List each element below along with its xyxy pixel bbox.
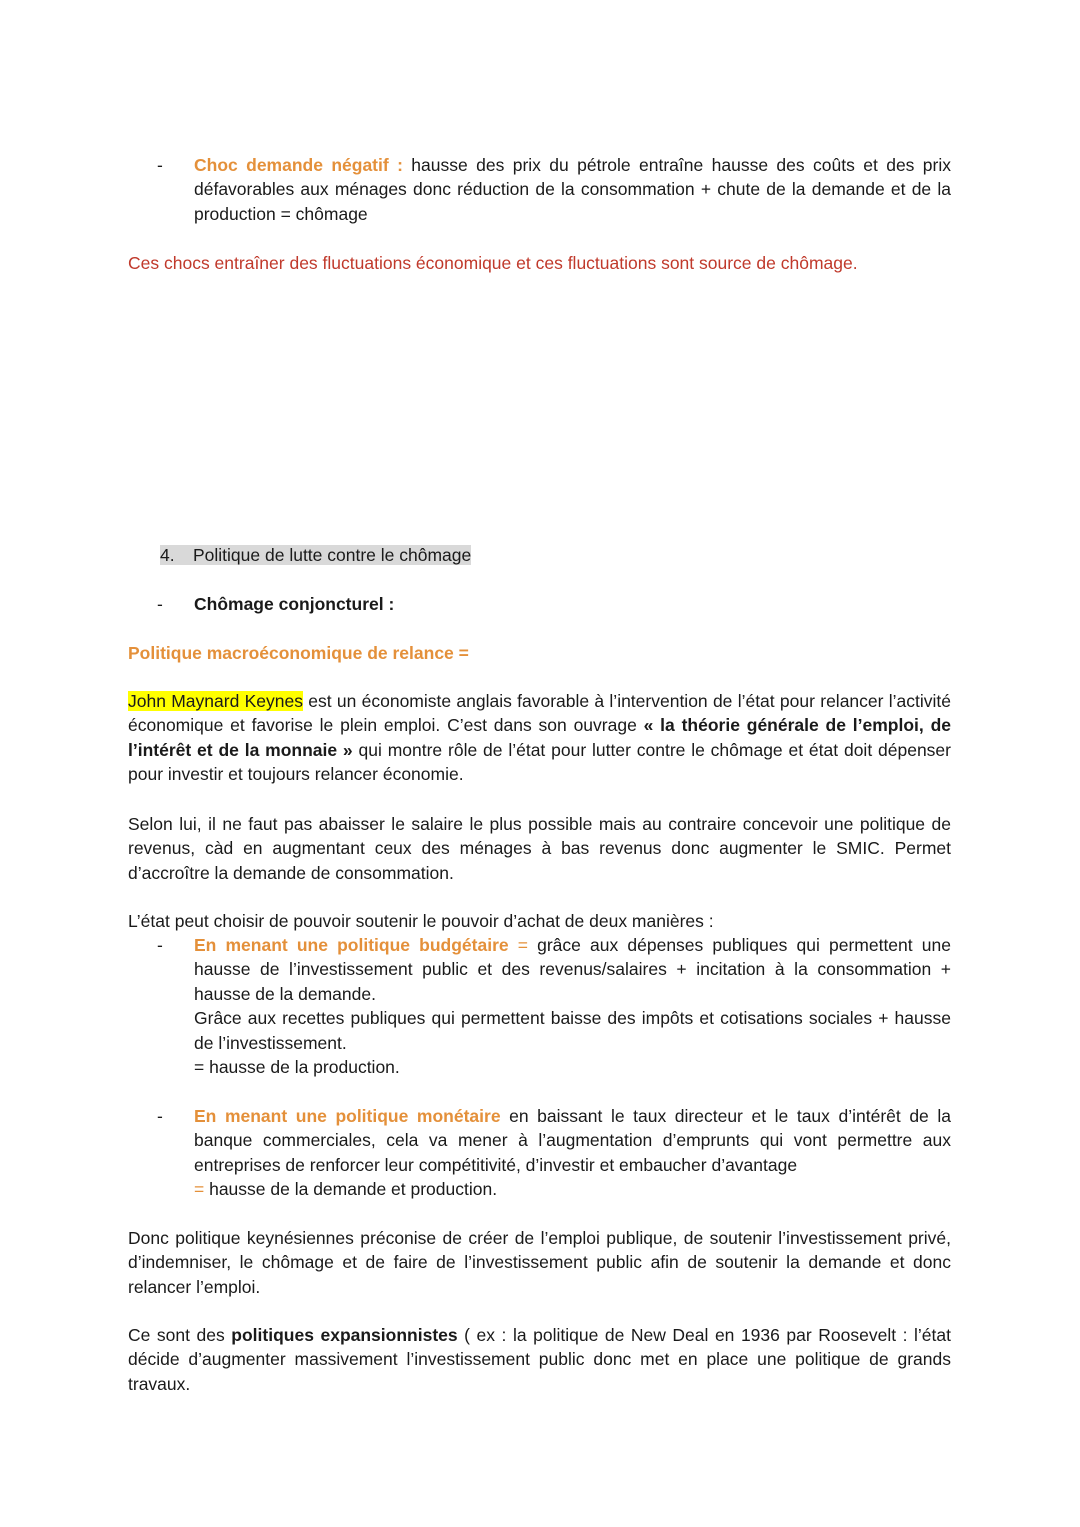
bullet-dash: -	[157, 155, 163, 175]
budgetaire-bullet	[128, 933, 951, 1079]
keynes-name: John Maynard Keynes	[128, 691, 303, 711]
expansion-post: ( ex : la politique de New Deal en 1936 par Roosevelt : l’état décide d’augmenter massivement l’investissement public donc met en place une politique de grands travaux.	[128, 1325, 951, 1394]
section-title: Politique de lutte contre le chômage	[193, 545, 472, 565]
section-heading	[160, 543, 471, 567]
relance-title: Politique macroéconomique de relance =	[128, 643, 469, 663]
budgetaire-content	[194, 933, 951, 1079]
chomage-conj-label: Chômage conjoncturel :	[194, 594, 395, 614]
monetaire-result	[194, 1177, 951, 1201]
choc-label: Choc demande négatif :	[194, 155, 403, 175]
etat-intro: L’état peut choisir de pouvoir soutenir le pouvoir d’achat de deux manières :	[128, 911, 714, 931]
section-number: 4.	[160, 545, 175, 565]
choc-bullet	[128, 153, 951, 226]
expansion-bold: politiques expansionnistes	[231, 1325, 458, 1345]
budgetaire-text: grâce aux dépenses publiques qui permettent une hausse de l’investissement public et des revenus/salaires + incitation à la consommation + hausse de la demande.	[194, 935, 951, 1004]
budgetaire-line1	[194, 933, 951, 1006]
monetaire-result-text: hausse de la demande et production.	[204, 1179, 498, 1200]
monetaire-eq: =	[194, 1179, 205, 1200]
keynes-text1: est un économiste anglais favorable à l’intervention de l’état pour relancer l’activité économique et favorise le plein emploi. C’est dans son ouvrage	[128, 691, 951, 736]
monetaire-bullet	[128, 1104, 951, 1202]
monetaire-content	[194, 1104, 951, 1202]
choc-text: hausse des prix du pétrole entraîne hausse des coûts et des prix défavorables aux ménages donc réduction de la consommation + chute de la demande et de la production = chômage	[194, 155, 952, 224]
monetaire-line1	[194, 1104, 951, 1177]
keynes-paragraph	[128, 689, 951, 787]
budgetaire-line2: Grâce aux recettes publiques qui permettent baisse des impôts et cotisations sociales + hausse de l’investissement.	[194, 1008, 951, 1053]
keynes-text2: qui montre rôle de l’état pour lutter contre le chômage et état doit dépenser pour investir et toujours relancer économie.	[128, 739, 951, 785]
chomage-conj-bullet	[128, 592, 951, 616]
section-heading-highlight	[160, 545, 471, 565]
budgetaire-eq: =	[508, 935, 528, 955]
choc-paragraph	[194, 153, 951, 226]
keynes-book: « la théorie générale de l’emploi, de l’intérêt et de la monnaie »	[128, 715, 952, 760]
bullet-dash: -	[157, 594, 163, 614]
expansion-paragraph	[128, 1323, 951, 1396]
budgetaire-label: En menant une politique budgétaire	[194, 935, 509, 955]
selon-paragraph: Selon lui, il ne faut pas abaisser le salaire le plus possible mais au contraire concevoir une politique de revenus, càd en augmentant ceux des ménages à bas revenus donc augmenter le SMIC. Permet d’accroître la demande de consommation.	[128, 814, 951, 883]
monetaire-text: en baissant le taux directeur et le taux d’intérêt de la banque commerciales, cela va mener à l’augmentation d’emprunts qui vont permettre aux entreprises de renforcer leur compétitivité, d’investir et embaucher d’avantage	[194, 1106, 951, 1175]
bullet-dash: -	[157, 935, 163, 955]
donc-paragraph: Donc politique keynésiennes préconise de créer de l’emploi publique, de soutenir l’investissement privé, d’indemniser, le chômage et de faire de l’investissement public afin de soutenir la demande et donc relancer l’emploi.	[128, 1228, 951, 1297]
bullet-dash: -	[157, 1106, 163, 1126]
monetaire-label: En menant une politique monétaire	[194, 1106, 501, 1126]
fluctuations-note: Ces chocs entraîner des fluctuations économique et ces fluctuations sont source de chômage.	[128, 253, 858, 273]
expansion-pre: Ce sont des	[128, 1325, 232, 1345]
budgetaire-line3: = hausse de la production.	[194, 1057, 400, 1078]
